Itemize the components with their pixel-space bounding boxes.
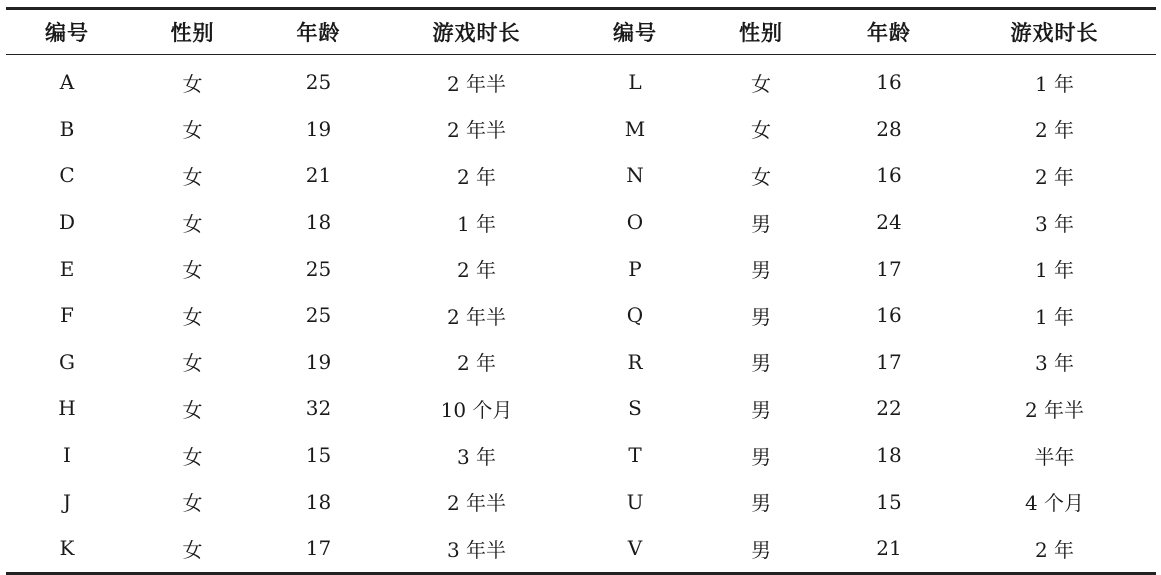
cell-gender-right: 女	[751, 71, 771, 96]
cell-gender-left: 女	[182, 118, 203, 143]
cell-duration-right: 2 年半	[1024, 397, 1085, 422]
header-gender-right: 性别	[739, 21, 783, 45]
cell-age-left: 25	[305, 303, 332, 328]
cell-age-right: 16	[876, 163, 902, 188]
cell-id-right: Q	[626, 303, 644, 328]
header-row	[6, 9, 1156, 55]
cell-duration-right: 2 年	[1034, 118, 1075, 143]
cell-id-left: D	[58, 210, 76, 235]
cell-duration-left: 2 年半	[446, 304, 507, 329]
cell-id-left: J	[62, 489, 72, 514]
cell-gender-right: 男	[751, 537, 771, 562]
cell-age-left: 15	[305, 443, 332, 468]
cell-gender-left: 女	[182, 304, 203, 329]
cell-id-left: H	[58, 396, 76, 421]
cell-id-right: T	[628, 443, 642, 468]
cell-id-left: I	[63, 443, 71, 468]
cell-gender-right: 男	[751, 211, 771, 236]
table-row	[6, 292, 1156, 339]
cell-duration-left: 3 年	[456, 444, 497, 469]
cell-gender-right: 男	[751, 351, 771, 376]
table-row	[6, 199, 1156, 246]
header-duration-left: 游戏时长	[432, 21, 521, 45]
cell-age-left: 25	[305, 256, 332, 281]
cell-age-right: 17	[876, 256, 902, 281]
cell-id-left: F	[60, 303, 74, 328]
cell-duration-left: 2 年半	[446, 118, 507, 143]
cell-duration-left: 2 年	[456, 351, 497, 376]
cell-age-right: 17	[876, 349, 902, 374]
cell-age-right: 16	[876, 70, 902, 95]
cell-id-left: E	[59, 256, 75, 281]
cell-duration-right: 3 年	[1034, 211, 1075, 236]
header-gender-left: 性别	[170, 21, 215, 45]
cell-duration-left: 3 年半	[446, 537, 507, 562]
cell-id-right: V	[627, 536, 643, 561]
cell-gender-right: 女	[751, 118, 771, 143]
cell-duration-right: 2 年	[1034, 164, 1075, 189]
table-row	[6, 385, 1156, 432]
header-id-left: 编号	[45, 21, 89, 45]
cell-age-left: 32	[305, 396, 332, 421]
cell-gender-left: 女	[182, 491, 203, 516]
cell-age-right: 22	[876, 396, 902, 421]
cell-duration-left: 2 年半	[446, 71, 507, 96]
cell-duration-left: 2 年	[456, 164, 497, 189]
cell-gender-left: 女	[182, 258, 203, 283]
table-row	[6, 339, 1156, 386]
table-row	[6, 106, 1156, 153]
cell-id-right: L	[628, 70, 642, 95]
cell-duration-left: 10 个月	[440, 397, 513, 422]
cell-duration-right: 1 年	[1034, 304, 1075, 329]
table-row	[6, 55, 1156, 106]
cell-id-left: C	[59, 163, 75, 188]
cell-age-right: 16	[876, 303, 902, 328]
cell-duration-right: 3 年	[1034, 351, 1075, 376]
cell-age-right: 21	[876, 536, 902, 561]
table-row	[6, 245, 1156, 292]
cell-age-left: 25	[305, 70, 332, 95]
cell-gender-right: 男	[751, 304, 771, 329]
cell-gender-left: 女	[182, 351, 203, 376]
cell-age-left: 21	[305, 163, 332, 188]
header-duration-right: 游戏时长	[1010, 21, 1099, 45]
table-body	[6, 55, 1156, 574]
cell-gender-right: 男	[751, 258, 771, 283]
cell-id-right: O	[626, 210, 644, 235]
table-row	[6, 478, 1156, 525]
cell-age-right: 18	[876, 443, 902, 468]
cell-gender-right: 男	[751, 397, 771, 422]
cell-id-left: B	[59, 116, 75, 141]
cell-age-left: 19	[305, 349, 332, 374]
cell-duration-right: 半年	[1034, 444, 1075, 469]
cell-gender-left: 女	[182, 537, 203, 562]
cell-gender-right: 男	[751, 444, 771, 469]
cell-age-right: 24	[876, 210, 902, 235]
cell-gender-left: 女	[182, 444, 203, 469]
cell-id-right: R	[627, 349, 643, 374]
cell-duration-left: 1 年	[456, 211, 497, 236]
cell-duration-right: 1 年	[1034, 71, 1075, 96]
cell-gender-left: 女	[182, 397, 203, 422]
cell-gender-right: 女	[751, 164, 771, 189]
cell-duration-left: 2 年	[456, 258, 497, 283]
cell-age-left: 19	[305, 116, 332, 141]
cell-id-right: S	[628, 396, 642, 421]
cell-gender-left: 女	[182, 71, 203, 96]
header-age-left: 年龄	[296, 21, 341, 45]
cell-age-right: 28	[876, 116, 902, 141]
cell-id-right: U	[626, 489, 644, 514]
cell-id-right: N	[626, 163, 644, 188]
header-id-right: 编号	[613, 21, 657, 45]
cell-age-left: 18	[305, 489, 332, 514]
cell-duration-right: 2 年	[1034, 537, 1075, 562]
table-row	[6, 432, 1156, 479]
cell-age-left: 17	[305, 536, 332, 561]
cell-id-left: K	[59, 536, 75, 561]
header-age-right: 年龄	[867, 21, 911, 45]
cell-duration-right: 1 年	[1034, 258, 1075, 283]
table-row	[6, 525, 1156, 573]
cell-gender-right: 男	[751, 491, 771, 516]
cell-age-right: 15	[876, 489, 902, 514]
cell-id-right: M	[624, 116, 646, 141]
cell-id-right: P	[628, 256, 642, 281]
cell-id-left: A	[59, 70, 75, 95]
table-row	[6, 152, 1156, 199]
cell-gender-left: 女	[182, 211, 203, 236]
cell-duration-right: 4 个月	[1024, 491, 1085, 516]
cell-duration-left: 2 年半	[446, 491, 507, 516]
cell-gender-left: 女	[182, 164, 203, 189]
cell-age-left: 18	[305, 210, 332, 235]
player-table	[6, 7, 1156, 575]
cell-id-left: G	[59, 349, 75, 374]
